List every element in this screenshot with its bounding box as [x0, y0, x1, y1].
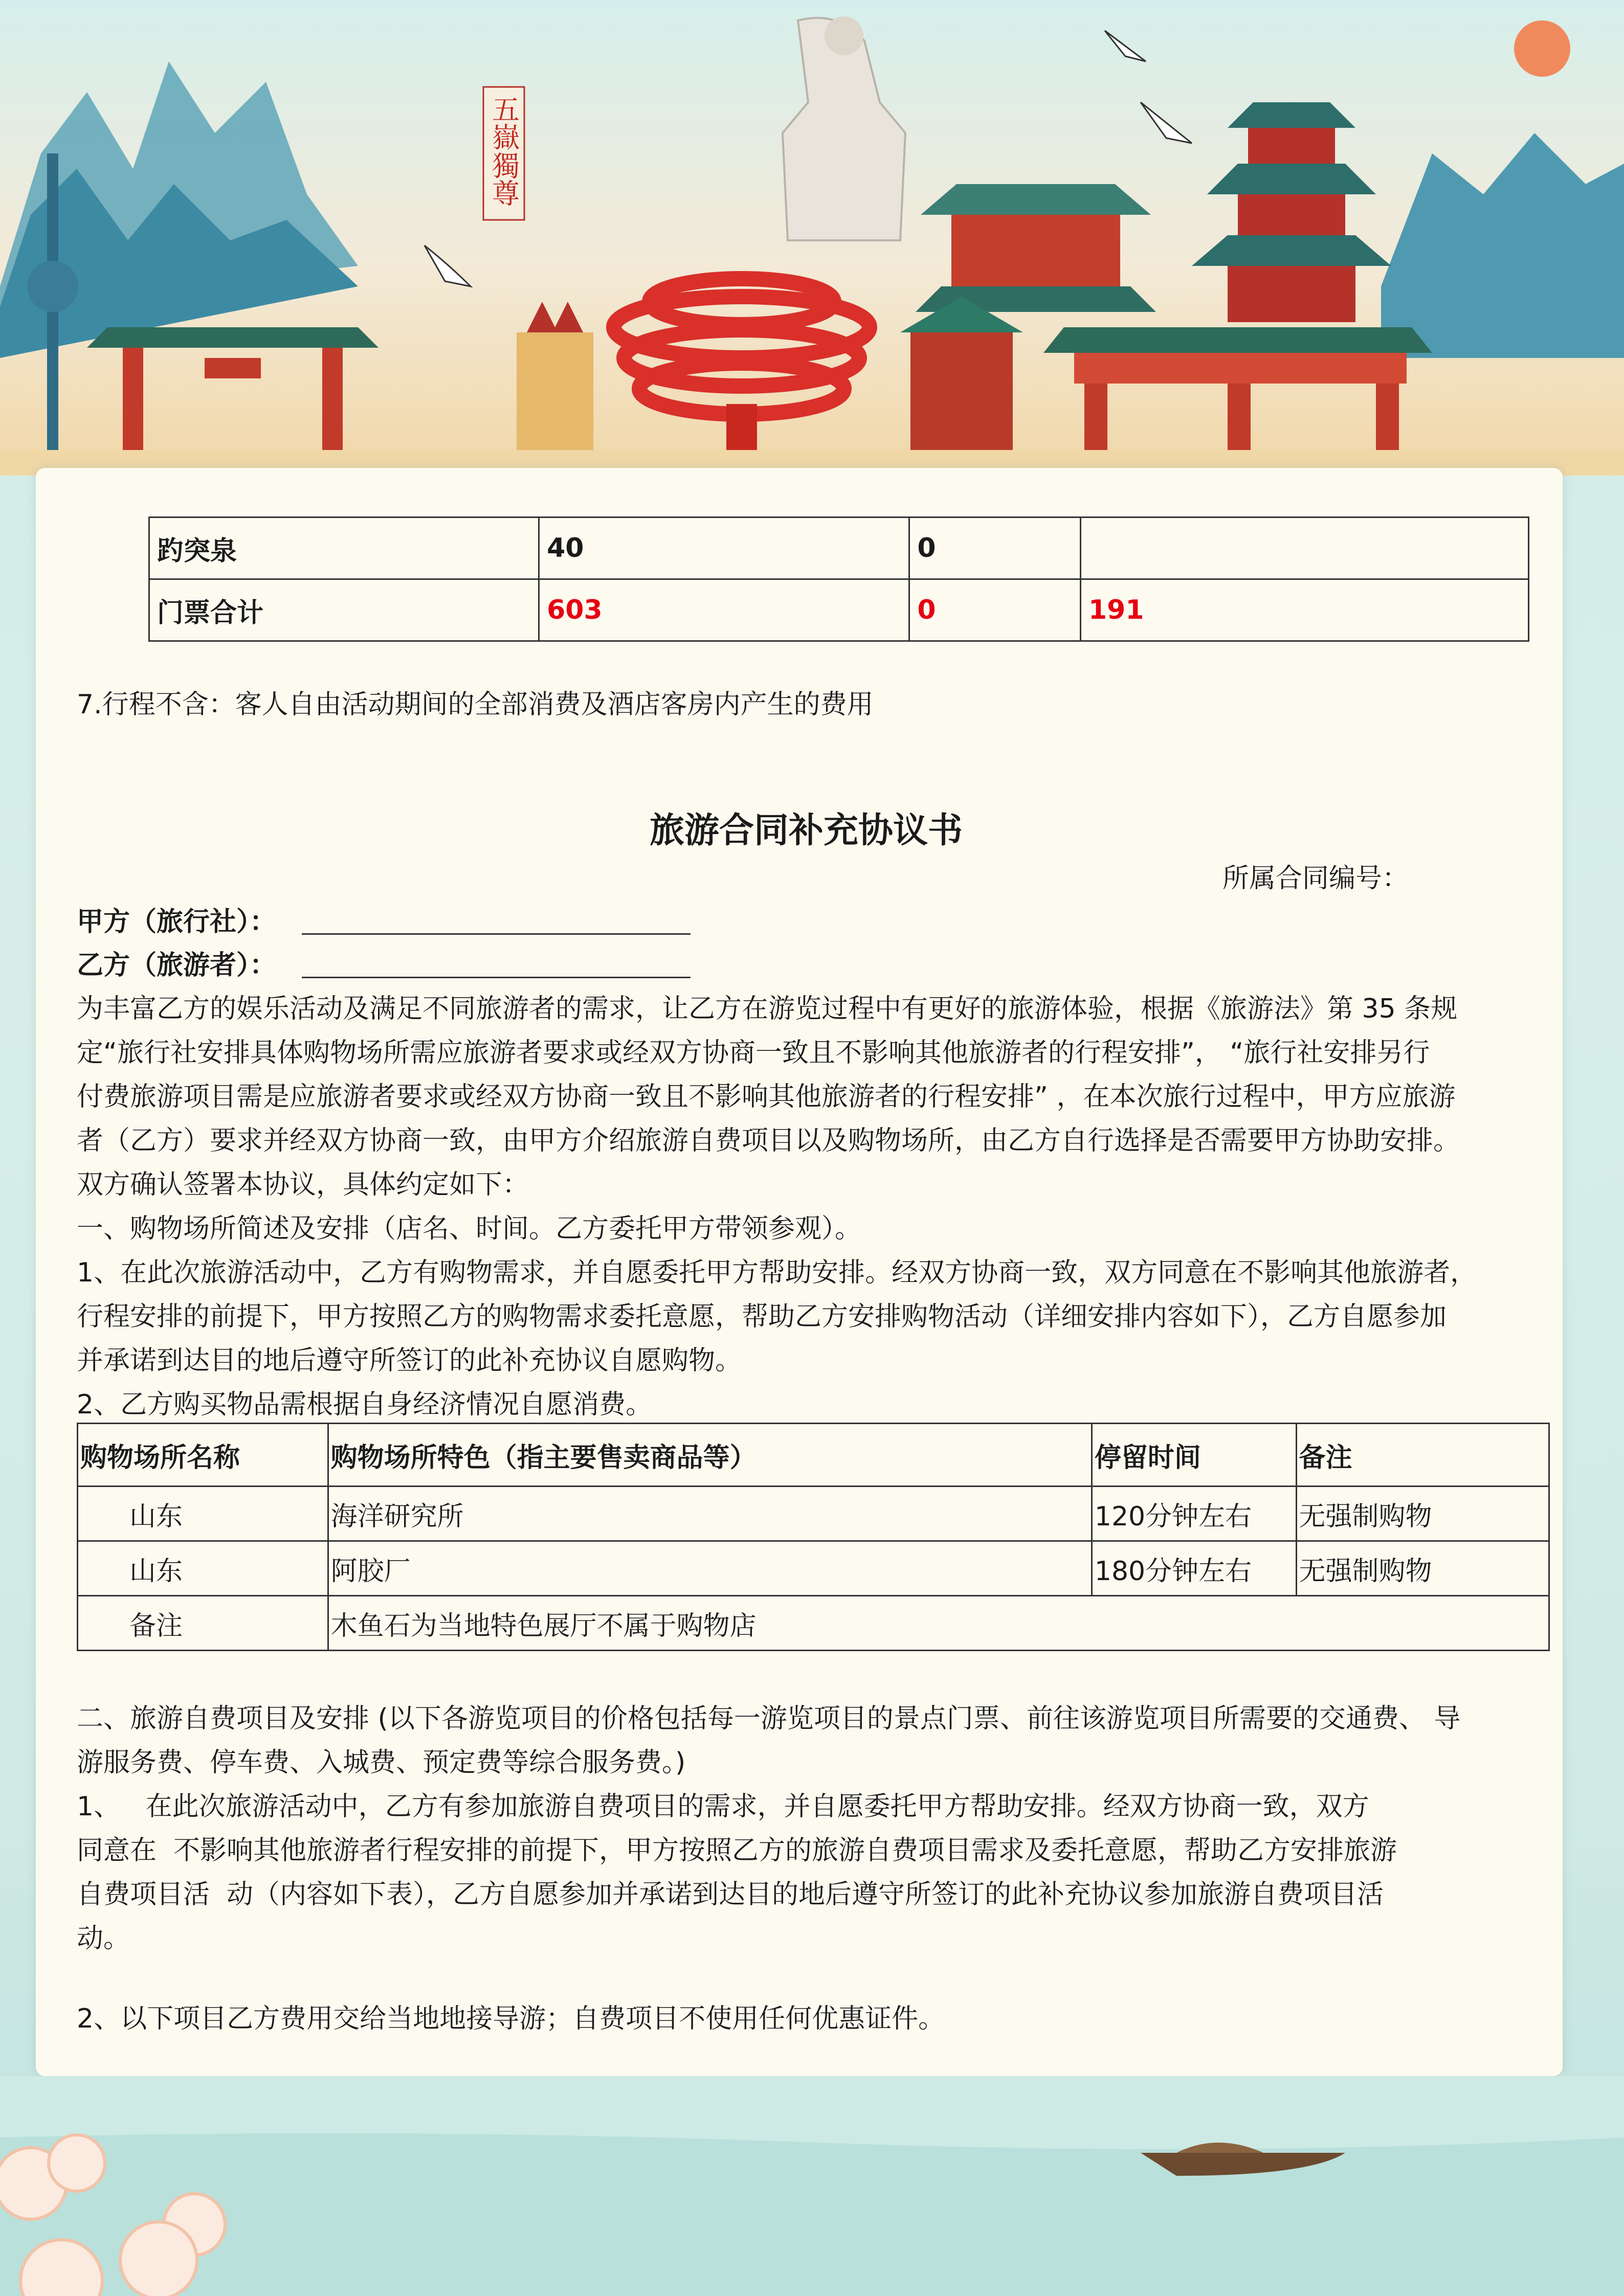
header-illustration — [0, 0, 1624, 476]
ticket-value-cell — [1080, 517, 1528, 579]
remark-label-cell: 备注 — [78, 1596, 328, 1651]
document-page — [36, 468, 1563, 2076]
party-b-label: 乙方（旅游者）： — [77, 950, 277, 981]
column-header: 购物场所名称 — [78, 1424, 328, 1487]
intro-line: 为丰富乙方的娱乐活动及满足不同旅游者的需求，让乙方在游览过程中有更好的旅游体验，根据《旅游法》第 35 条规 — [77, 994, 1458, 1024]
ticket-total-value: 191 — [1080, 579, 1528, 641]
section-2-text: 1、 在此次旅游活动中，乙方有参加旅游自费项目的需求，并自愿委托甲方帮助安排。经双方协商一致，双方 — [77, 1791, 1369, 1822]
ticket-total-value: 603 — [539, 579, 909, 641]
table-row — [78, 1541, 1549, 1596]
agreement-title: 旅游合同补充协议书 — [650, 811, 963, 851]
section-2-heading: 游服务费、停车费、入城费、预定费等综合服务费。) — [77, 1747, 686, 1778]
intro-line: 双方确认签署本协议，具体约定如下： — [77, 1169, 529, 1200]
intro-line: 定“旅行社安排具体购物场所需应旅游者要求或经双方协商一致且不影响其他旅游者的行程安排”， “旅行社安排另行 — [77, 1038, 1430, 1068]
table-row — [149, 517, 1529, 579]
section-2-heading: 二、旅游自费项目及安排 (以下各游览项目的价格包括每一游览项目的景点门票、前往该游览项目所需要的交通费、 导 — [77, 1703, 1461, 1734]
party-a-signature-line[interactable] — [302, 933, 691, 935]
section-1-text: 行程安排的前提下，甲方按照乙方的购物需求委托意愿，帮助乙方安排购物活动（详细安排内容如下），乙方自愿参加 — [77, 1301, 1447, 1332]
table-row — [78, 1596, 1549, 1651]
section-1-text: 1、在此次旅游活动中，乙方有购物需求，并自愿委托甲方帮助安排。经双方协商一致，双方同意在不影响其他旅游者， — [77, 1257, 1477, 1288]
sun-icon — [1514, 20, 1570, 77]
ticket-name-cell: 趵突泉 — [149, 517, 539, 579]
section-2-text: 自费项目活 动（内容如下表），乙方自愿参加并承诺到达目的地后遵守所签订的此补充协议参加旅游自费项目活 — [77, 1879, 1384, 1910]
table-header-row — [78, 1424, 1549, 1487]
ticket-table — [148, 516, 1529, 642]
contract-number-label: 所属合同编号： — [1222, 863, 1409, 894]
shop-name-cell: 山东 — [78, 1487, 328, 1541]
column-header: 停留时间 — [1092, 1424, 1296, 1487]
footer-illustration — [0, 2076, 1624, 2296]
shop-note-cell: 无强制购物 — [1296, 1541, 1549, 1596]
section-1-heading: 一、购物场所简述及安排（店名、时间。乙方委托甲方带领参观）。 — [77, 1213, 862, 1244]
banner-sign-line2: 獨尊 — [487, 151, 520, 207]
intro-line: 付费旅游项目需是应旅游者要求或经双方协商一致且不影响其他旅游者的行程安排” ，在本次旅行过程中，甲方应旅游 — [77, 1082, 1456, 1112]
shop-note-cell: 无强制购物 — [1296, 1487, 1549, 1541]
shopping-table — [77, 1423, 1550, 1651]
intro-line: 者（乙方）要求并经双方协商一致，由甲方介绍旅游自费项目以及购物场所，由乙方自行选择是否需要甲方协助安排。 — [77, 1126, 1460, 1156]
ticket-value-cell: 40 — [539, 517, 909, 579]
section-2-text: 同意在 不影响其他旅游者行程安排的前提下，甲方按照乙方的旅游自费项目需求及委托意愿，帮助乙方安排旅游 — [77, 1835, 1397, 1866]
party-a-label: 甲方（旅行社）： — [77, 907, 277, 937]
shop-time-cell: 120分钟左右 — [1092, 1487, 1296, 1541]
shop-time-cell: 180分钟左右 — [1092, 1541, 1296, 1596]
remark-text-cell: 木鱼石为当地特色展厅不属于购物店 — [328, 1596, 1549, 1651]
lake-scene — [0, 2076, 1624, 2296]
section-7-text: 7.行程不含：客人自由活动期间的全部消费及酒店客房内产生的费用 — [77, 689, 874, 720]
landmark-illustration — [0, 0, 1624, 476]
ticket-value-cell: 0 — [909, 517, 1081, 579]
shop-name-cell: 山东 — [78, 1541, 328, 1596]
table-row — [149, 579, 1529, 641]
shop-feature-cell: 阿胶厂 — [328, 1541, 1092, 1596]
ticket-total-value: 0 — [909, 579, 1081, 641]
section-2-text: 动。 — [77, 1923, 130, 1954]
shop-feature-cell: 海洋研究所 — [328, 1487, 1092, 1541]
table-row — [78, 1487, 1549, 1541]
column-header: 备注 — [1296, 1424, 1549, 1487]
column-header: 购物场所特色（指主要售卖商品等） — [328, 1424, 1092, 1487]
section-1-item-2: 2、乙方购买物品需根据自身经济情况自愿消费。 — [77, 1389, 653, 1420]
section-2-item-2: 2、以下项目乙方费用交给当地地接导游；自费项目不使用任何优惠证件。 — [77, 2004, 945, 2034]
section-1-text: 并承诺到达目的地后遵守所签订的此补充协议自愿购物。 — [77, 1345, 742, 1376]
banner-sign-line1: 五嶽 — [487, 95, 520, 150]
ticket-total-label: 门票合计 — [149, 579, 539, 641]
party-b-signature-line[interactable] — [302, 977, 691, 978]
